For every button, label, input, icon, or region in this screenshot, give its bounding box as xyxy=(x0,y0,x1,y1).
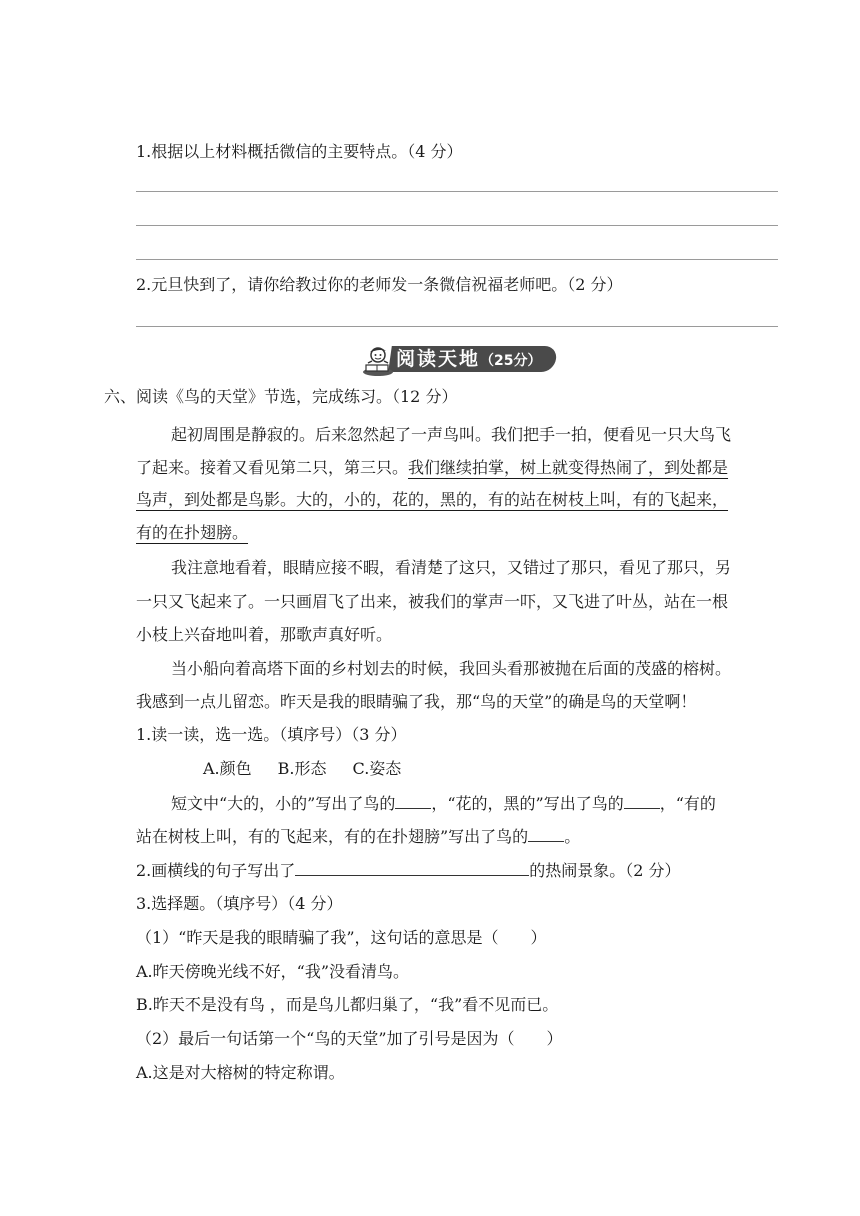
question-1-text: 1.根据以上材料概括微信的主要特点。（4 分） xyxy=(136,142,463,161)
passage-line xyxy=(136,457,728,479)
underlined-sentence: 我们继续拍掌，树上就变得热闹了，到处都是 xyxy=(408,458,729,477)
fill-in-line xyxy=(171,792,716,815)
underlined-sentence: 有的在扑翅膀。 xyxy=(136,523,249,542)
fill-in-text: ，“有的 xyxy=(659,794,716,813)
option-a: A.颜色 xyxy=(203,759,252,778)
choice-a[interactable]: A.昨天傍晚光线不好，“我”没看清鸟。 xyxy=(136,962,410,981)
exercise-2-text: 的热闹景象。（2 分） xyxy=(529,861,681,880)
section-6-heading: 六、阅读《鸟的天堂》节选，完成练习。（12 分） xyxy=(104,387,458,406)
section-banner xyxy=(360,343,558,377)
exercise-3-question-1: （1）“昨天是我的眼睛骗了我”，这句话的意思是（ ） xyxy=(136,928,547,947)
exercise-2-text: 2.画横线的句子写出了 xyxy=(136,861,296,880)
fill-blank[interactable] xyxy=(395,792,431,809)
answer-line-4[interactable] xyxy=(136,326,778,327)
passage-line: 当小船向着高塔下面的乡村划去的时候，我回头看那被抛在后面的茂盛的榕树。 xyxy=(171,659,732,678)
passage-line: 我注意地看着，眼睛应接不暇，看清楚了这只，又错过了那只，看见了那只，另 xyxy=(171,558,732,577)
passage-line: 我感到一点儿留恋。昨天是我的眼睛骗了我，那“鸟的天堂”的确是鸟的天堂啊！ xyxy=(136,692,697,711)
passage-line: 一只又飞起来了。一只画眉飞了出来，被我们的掌声一吓，又飞进了叶丛，站在一根 xyxy=(136,592,729,611)
exercise-3-title: 3.选择题。（填序号）（4 分） xyxy=(136,894,343,913)
option-list xyxy=(203,758,401,780)
reading-mascot-icon xyxy=(360,343,396,377)
fill-blank[interactable] xyxy=(295,859,529,876)
fill-in-text: 。 xyxy=(564,827,581,846)
fill-blank[interactable] xyxy=(624,792,660,809)
option-b: B.形态 xyxy=(277,759,327,778)
fill-in-text: 短文中“大的，小的”写出了鸟的 xyxy=(171,794,396,813)
answer-line-3[interactable] xyxy=(136,259,778,260)
choice-b[interactable]: B.昨天不是没有鸟 ，而是鸟儿都归巢了，“我”看不见而已。 xyxy=(136,995,559,1014)
option-c: C.姿态 xyxy=(352,759,402,778)
underlined-sentence: 鸟声，到处都是鸟影。大的，小的，花的，黑的，有的站在树枝上叫，有的飞起来， xyxy=(136,490,729,509)
banner-title xyxy=(396,346,542,374)
fill-in-line xyxy=(136,825,580,848)
question-2-text: 2.元旦快到了，请你给教过你的老师发一条微信祝福老师吧。（2 分） xyxy=(136,275,623,294)
exercise-2 xyxy=(136,859,681,882)
fill-blank[interactable] xyxy=(528,825,564,842)
exercise-3-question-2: （2）最后一句话第一个“鸟的天堂”加了引号是因为（ ） xyxy=(136,1029,563,1048)
passage-text: 了起来。接着又看见第二只，第三只。 xyxy=(136,458,409,477)
choice-a[interactable]: A.这是对大榕树的特定称谓。 xyxy=(136,1063,345,1082)
fill-in-text: ，“花的，黑的”写出了鸟的 xyxy=(431,794,624,813)
fill-in-text: 站在树枝上叫，有的飞起来，有的在扑翅膀”写出了鸟的 xyxy=(136,827,529,846)
passage-line: 起初周围是静寂的。后来忽然起了一声鸟叫。我们把手一拍，便看见一只大鸟飞 xyxy=(171,425,732,444)
answer-line-2[interactable] xyxy=(136,225,778,226)
banner-score: （25分） xyxy=(480,353,542,369)
passage-line: 小枝上兴奋地叫着，那歌声真好听。 xyxy=(136,625,393,644)
answer-line-1[interactable] xyxy=(136,191,778,192)
banner-title-text: 阅读天地 xyxy=(396,348,481,370)
exercise-1-title: 1.读一读，选一选。（填序号）（3 分） xyxy=(136,725,407,744)
